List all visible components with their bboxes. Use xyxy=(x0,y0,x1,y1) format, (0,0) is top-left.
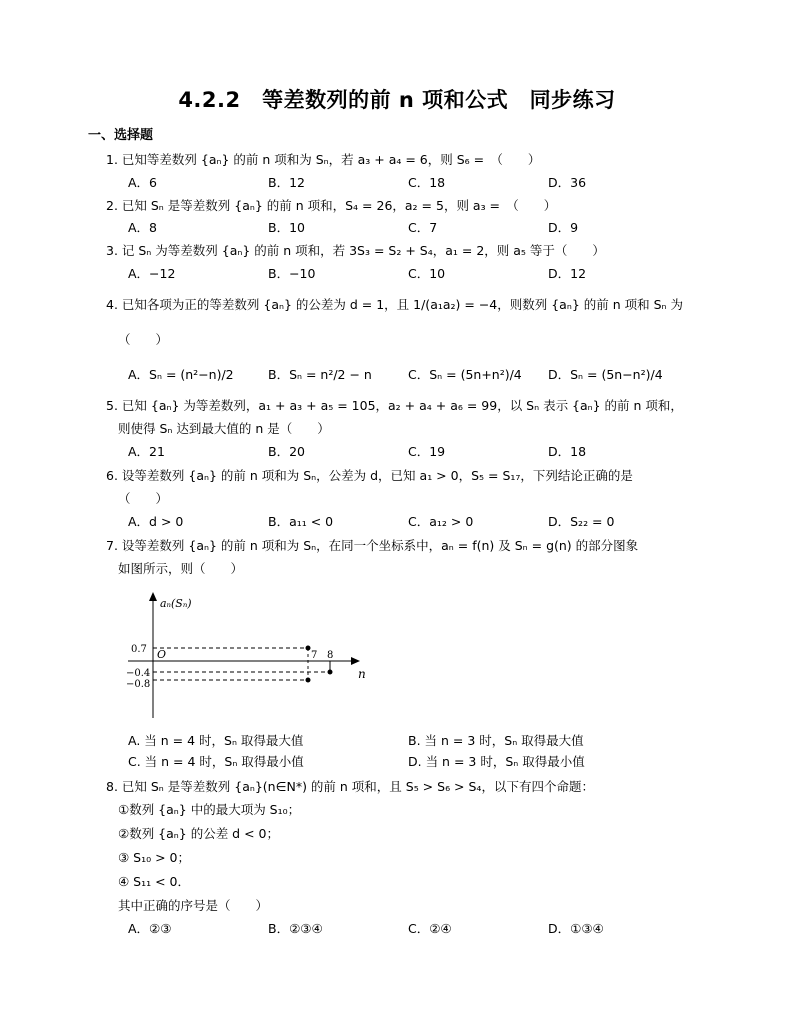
q2-option-b[interactable]: B．10 xyxy=(268,220,305,235)
q2-option-d[interactable]: D．9 xyxy=(548,220,579,235)
q2-option-a[interactable]: A．8 xyxy=(128,220,158,235)
x-axis-label: n xyxy=(358,667,366,681)
q6-option-a[interactable]: A．d > 0 xyxy=(128,514,184,529)
y-axis-label: aₙ(Sₙ) xyxy=(160,597,192,610)
question-4-stem-cont: （ ） xyxy=(118,332,169,347)
question-7-stem: 7. 设等差数列 {aₙ} 的前 n 项和为 Sₙ，在同一个坐标系中，aₙ = f(n) 及 Sₙ = g(n) 的部分图象 xyxy=(106,538,639,553)
y-tick-neg-0.4: −0.4 xyxy=(126,668,151,679)
question-5-stem: 5. 已知 {aₙ} 为等差数列，a₁ + a₃ + a₅ = 105，a₂ + a₄ + a₆ = 99，以 Sₙ 表示 {aₙ} 的前 n 项和， xyxy=(106,398,683,413)
question-8-proposition-4: ④ S₁₁ < 0． xyxy=(118,874,191,889)
q6-option-b[interactable]: B．a₁₁ < 0 xyxy=(268,514,334,529)
question-1-stem: 1. 已知等差数列 {aₙ} 的前 n 项和为 Sₙ，若 a₃ + a₄ = 6，则 S₆ = （ ） xyxy=(106,152,541,167)
q8-option-a[interactable]: A．②③ xyxy=(128,921,172,936)
question-8-proposition-2: ②数列 {aₙ} 的公差 d < 0； xyxy=(118,826,279,841)
q4-option-c[interactable]: C．Sₙ = (5n+n²)/4 xyxy=(408,367,522,382)
q4-option-b[interactable]: B．Sₙ = n²/2 − n xyxy=(268,367,372,382)
q1-option-c[interactable]: C．18 xyxy=(408,175,446,190)
q6-option-c[interactable]: C．a₁₂ > 0 xyxy=(408,514,474,529)
origin-label: O xyxy=(157,648,167,661)
question-6-stem: 6. 设等差数列 {aₙ} 的前 n 项和为 Sₙ，公差为 d，已知 a₁ > 0，S₅ = S₁₇，下列结论正确的是 xyxy=(106,468,633,483)
question-2-stem: 2. 已知 Sₙ 是等差数列 {aₙ} 的前 n 项和，S₄ = 26，a₂ = 5，则 a₃ = （ ） xyxy=(106,198,557,213)
q1-option-d[interactable]: D．36 xyxy=(548,175,587,190)
sequence-graph xyxy=(108,590,378,720)
q8-option-b[interactable]: B．②③④ xyxy=(268,921,323,936)
section-heading: 一、选择题 xyxy=(88,128,154,143)
question-8-prompt: 其中正确的序号是（ ） xyxy=(118,898,269,913)
question-8-proposition-1: ①数列 {aₙ} 中的最大项为 S₁₀； xyxy=(118,802,301,817)
q6-option-d[interactable]: D．S₂₂ = 0 xyxy=(548,514,615,529)
question-7-stem-cont: 如图所示，则（ ） xyxy=(118,561,244,576)
question-5-stem-cont: 则使得 Sₙ 达到最大值的 n 是（ ） xyxy=(118,421,330,436)
q3-option-d[interactable]: D．12 xyxy=(548,266,587,281)
q3-option-c[interactable]: C．10 xyxy=(408,266,446,281)
q4-option-a[interactable]: A．Sₙ = (n²−n)/2 xyxy=(128,367,234,382)
y-tick-neg-0.8: −0.8 xyxy=(126,679,151,690)
q2-option-c[interactable]: C．7 xyxy=(408,220,438,235)
q7-option-d[interactable]: D. 当 n = 3 时，Sₙ 取得最小值 xyxy=(408,754,585,769)
page-title: 4.2.2 等差数列的前 n 项和公式 同步练习 xyxy=(178,88,616,112)
q1-option-a[interactable]: A．6 xyxy=(128,175,158,190)
q5-option-b[interactable]: B．20 xyxy=(268,444,305,459)
q5-option-c[interactable]: C．19 xyxy=(408,444,446,459)
x-tick-8: 8 xyxy=(327,650,334,661)
point-a7 xyxy=(306,678,311,683)
q5-option-d[interactable]: D．18 xyxy=(548,444,587,459)
q7-option-b[interactable]: B. 当 n = 3 时，Sₙ 取得最大值 xyxy=(408,733,584,748)
q8-option-d[interactable]: D．①③④ xyxy=(548,921,604,936)
q5-option-a[interactable]: A．21 xyxy=(128,444,165,459)
q3-option-b[interactable]: B．−10 xyxy=(268,266,316,281)
y-tick-0.7: 0.7 xyxy=(131,644,147,655)
question-4-stem: 4. 已知各项为正的等差数列 {aₙ} 的公差为 d = 1，且 1/(a₁a₂) = −4，则数列 {aₙ} 的前 n 项和 Sₙ 为 xyxy=(106,297,683,312)
question-8-stem: 8. 已知 Sₙ 是等差数列 {aₙ}(n∈N*) 的前 n 项和，且 S₅ > S₆ > S₄，以下有四个命题： xyxy=(106,779,594,794)
q4-option-d[interactable]: D．Sₙ = (5n−n²)/4 xyxy=(548,367,663,382)
q8-option-c[interactable]: C．②④ xyxy=(408,921,452,936)
q7-option-c[interactable]: C. 当 n = 4 时，Sₙ 取得最小值 xyxy=(128,754,304,769)
y-axis-arrow-icon xyxy=(149,592,157,601)
point-a8 xyxy=(328,670,333,675)
point-s7 xyxy=(306,646,311,651)
q7-option-a[interactable]: A. 当 n = 4 时，Sₙ 取得最大值 xyxy=(128,733,304,748)
q1-option-b[interactable]: B．12 xyxy=(268,175,305,190)
question-6-stem-cont: （ ） xyxy=(118,491,169,506)
x-tick-7: 7 xyxy=(311,650,318,661)
question-8-proposition-3: ③ S₁₀ > 0； xyxy=(118,850,191,865)
x-axis-arrow-icon xyxy=(351,657,360,665)
q3-option-a[interactable]: A．−12 xyxy=(128,266,176,281)
question-3-stem: 3. 记 Sₙ 为等差数列 {aₙ} 的前 n 项和，若 3S₃ = S₂ + S₄，a₁ = 2，则 a₅ 等于（ ） xyxy=(106,243,605,258)
